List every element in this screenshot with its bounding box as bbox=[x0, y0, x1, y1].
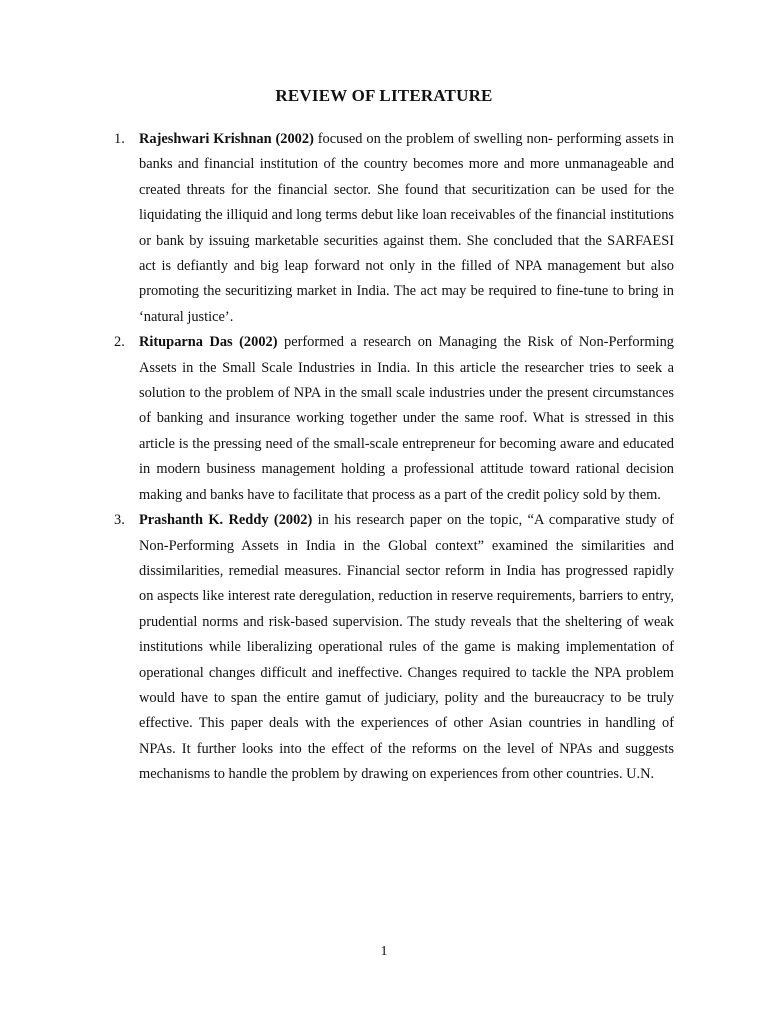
reference-author: Rituparna Das (2002) bbox=[139, 334, 278, 351]
page-number: 1 bbox=[380, 944, 388, 959]
reference-item bbox=[0, 508, 674, 787]
reference-item bbox=[0, 127, 674, 330]
reference-number: 3. bbox=[114, 512, 125, 529]
reference-author: Prashanth K. Reddy (2002) bbox=[139, 512, 313, 529]
reference-item bbox=[0, 330, 674, 508]
reference-text: in his research paper on the topic, “A comparative study of Non-Performing Assets in India in the Global context” examined the similarities and dissimilarities, remedial measures. Financial sector reform in India has progressed rapidly on aspects like interest rate deregulation, reduction in reserve requirements, barriers to entry, prudential norms and risk-based supervision. The study reveals that the sheltering of weak institutions while liberalizing operational rules of the game is making implementation of operational changes difficult and ineffective. Changes required to tackle the NPA problem would have to span the entire gamut of judiciary, polity and the bureaucracy to be truly effective. This paper deals with the experiences of other Asian countries in handling of NPAs. It further looks into the effect of the reforms on the level of NPAs and suggests mechanisms to handle the problem by drawing on experiences from other countries. U.N. bbox=[139, 512, 674, 783]
reference-text: focused on the problem of swelling non- performing assets in banks and financial institution of the country becomes more and more unmanageable and created threats for the financial sector. She found that securitization can be used for the liquidating the illiquid and long terms debut like loan receivables of the financial institutions or bank by issuing marketable securities against them. She concluded that the SARFAESI act is defiantly and big leap forward not only in the filled of NPA management but also promoting the securitizing market in India. The act may be required to fine-tune to bring in ‘natural justice’. bbox=[139, 131, 674, 325]
reference-number: 2. bbox=[114, 334, 125, 351]
page-title: REVIEW OF LITERATURE bbox=[275, 86, 493, 105]
reference-list bbox=[0, 127, 768, 788]
reference-author: Rajeshwari Krishnan (2002) bbox=[139, 131, 314, 147]
reference-number: 1. bbox=[114, 131, 125, 147]
reference-text: performed a research on Managing the Risk of Non-Performing Assets in the Small Scale Industries in India. In this article the researcher tries to seek a solution to the problem of NPA in the small scale industries under the present circumstances of banking and insurance working together under the same roof. What is stressed in this article is the pressing need of the small-scale entrepreneur for becoming aware and educated in modern business management holding a professional attitude toward rational decision making and banks have to facilitate that process as a part of the credit policy sold by them. bbox=[139, 334, 674, 503]
